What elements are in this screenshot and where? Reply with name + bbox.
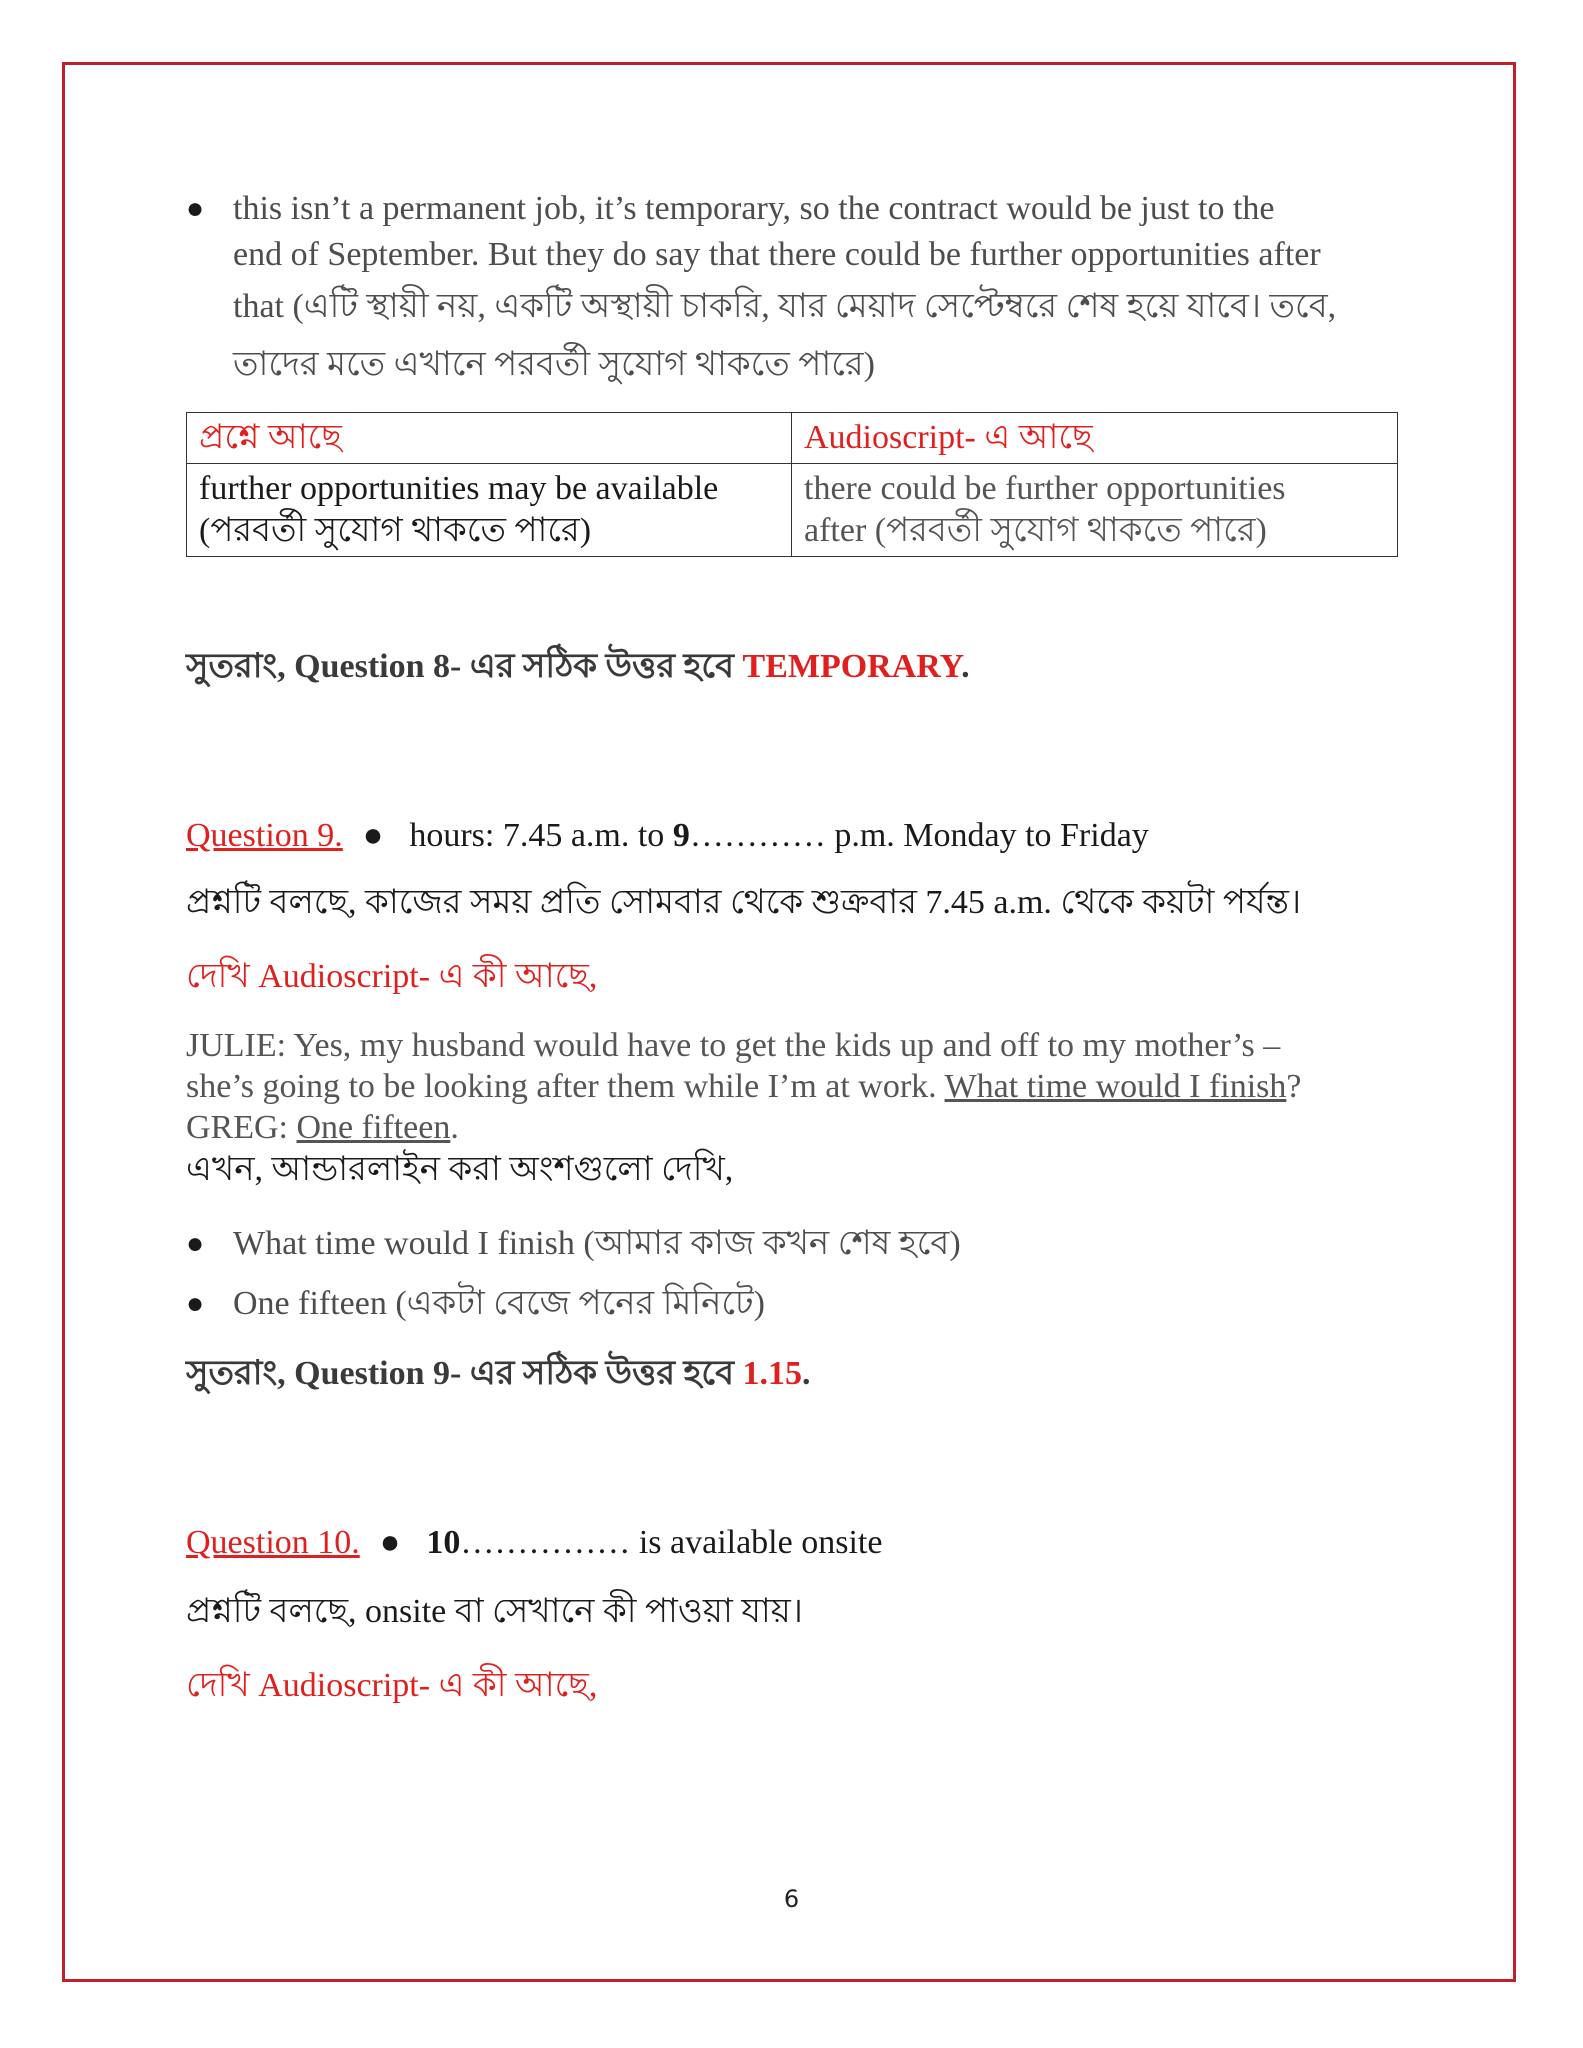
- question-10: [186, 1524, 1401, 1562]
- script-line-3-end: .: [450, 1109, 459, 1146]
- answer-8: [186, 645, 1401, 689]
- answer-9-suffix: .: [802, 1355, 811, 1392]
- bullet-dot-icon: ●: [186, 192, 205, 225]
- bullet-line-4: তাদের মতে এখানে পরবর্তী সুযোগ থাকতে পারে): [233, 346, 875, 383]
- page-content: [186, 186, 1401, 1708]
- bullet-dot-icon: ●: [362, 817, 384, 854]
- table-header-row: [187, 413, 1398, 464]
- question-10-see-audioscript: দেখি Audioscript- এ কী আছে,: [186, 1667, 598, 1704]
- script-line-2-text: she’s going to be looking after them while I’m at work.: [186, 1068, 945, 1105]
- script-line-3: [186, 1107, 1401, 1148]
- answer-9: [186, 1352, 1401, 1396]
- bullet-dot-icon: ●: [186, 1227, 205, 1260]
- list-item: ● What time would I finish (আমার কাজ কখন শেষ হবে): [186, 1222, 1401, 1266]
- script-line-2-end: ?: [1286, 1068, 1302, 1105]
- table-cell-text: after (পরবর্তী সুযোগ থাকতে পারে): [804, 512, 1267, 549]
- answer-8-value: TEMPORARY: [742, 648, 962, 685]
- script-line-1: JULIE: Yes, my husband would have to get the kids up and off to my mother’s –: [186, 1027, 1281, 1064]
- bullet-line-3: that (এটি স্থায়ী নয়, একটি অস্থায়ী চাকরি, যার মেয়াদ সেপ্টেম্বরে শেষ হয়ে যাবে। তবে,: [233, 288, 1337, 325]
- question-10-explanation: প্রশ্নটি বলছে, onsite বা সেখানে কী পাওয়া যায়।: [186, 1593, 803, 1630]
- table-row: [187, 464, 1398, 557]
- table-header-question: প্রশ্নে আছে: [187, 413, 792, 464]
- answer-8-prefix: সুতরাং, Question 8- এর সঠিক উত্তর হবে: [186, 648, 743, 685]
- bullet-dot-icon: ●: [186, 1287, 205, 1320]
- question-9-audioscript: [186, 1025, 1401, 1148]
- table-cell-audioscript: [792, 464, 1398, 557]
- question-10-text: …………… is available onsite: [460, 1524, 883, 1561]
- question-9-explanation: প্রশ্নটি বলছে, কাজের সময় প্রতি সোমবার থেকে শুক্রবার 7.45 a.m. থেকে কয়টা পর্যন্ত।: [186, 884, 1302, 921]
- question-10-number: 10: [426, 1524, 461, 1561]
- script-underlined-phrase: One fifteen: [296, 1109, 451, 1146]
- comparison-table: [186, 412, 1398, 557]
- question-9-see-audioscript: দেখি Audioscript- এ কী আছে,: [186, 958, 598, 995]
- question-9-text-b: ………… p.m. Monday to Friday: [689, 817, 1149, 854]
- table-cell-text: (পরবর্তী সুযোগ থাকতে পারে): [199, 512, 592, 549]
- question-9-number: 9: [672, 817, 690, 854]
- table-cell-question: [187, 464, 792, 557]
- bullet-dot-icon: ●: [379, 1524, 401, 1561]
- script-line-2: [186, 1066, 1401, 1107]
- bullet-line-1: this isn’t a permanent job, it’s temporary, so the contract would be just to the: [233, 190, 1275, 227]
- table-cell-text: further opportunities may be available: [199, 470, 719, 507]
- answer-9-prefix: সুতরাং, Question 9- এর সঠিক উত্তর হবে: [186, 1355, 743, 1392]
- answer-8-suffix: .: [961, 648, 970, 685]
- underlined-points: [186, 1222, 1401, 1326]
- page-number: 6: [783, 1885, 800, 1913]
- table-header-audioscript: Audioscript- এ আছে: [792, 413, 1398, 464]
- question-9-text-a: hours: 7.45 a.m. to: [409, 817, 673, 854]
- answer-9-value: 1.15: [742, 1355, 803, 1392]
- list-item: ● One fifteen (একটা বেজে পনের মিনিটে): [186, 1282, 1401, 1326]
- underline-note: এখন, আন্ডারলাইন করা অংশগুলো দেখি,: [186, 1151, 734, 1188]
- bullet-line-2: end of September. But they do say that there could be further opportunities after: [233, 236, 1321, 273]
- script-underlined-phrase: What time would I finish: [944, 1068, 1287, 1105]
- table-cell-text: there could be further opportunities: [804, 470, 1286, 507]
- question-10-label: Question 10.: [186, 1524, 360, 1561]
- question-9: [186, 817, 1401, 855]
- script-line-3-speaker: GREG:: [186, 1109, 297, 1146]
- question-9-label: Question 9.: [186, 817, 343, 854]
- bullet-paragraph: [186, 186, 1401, 394]
